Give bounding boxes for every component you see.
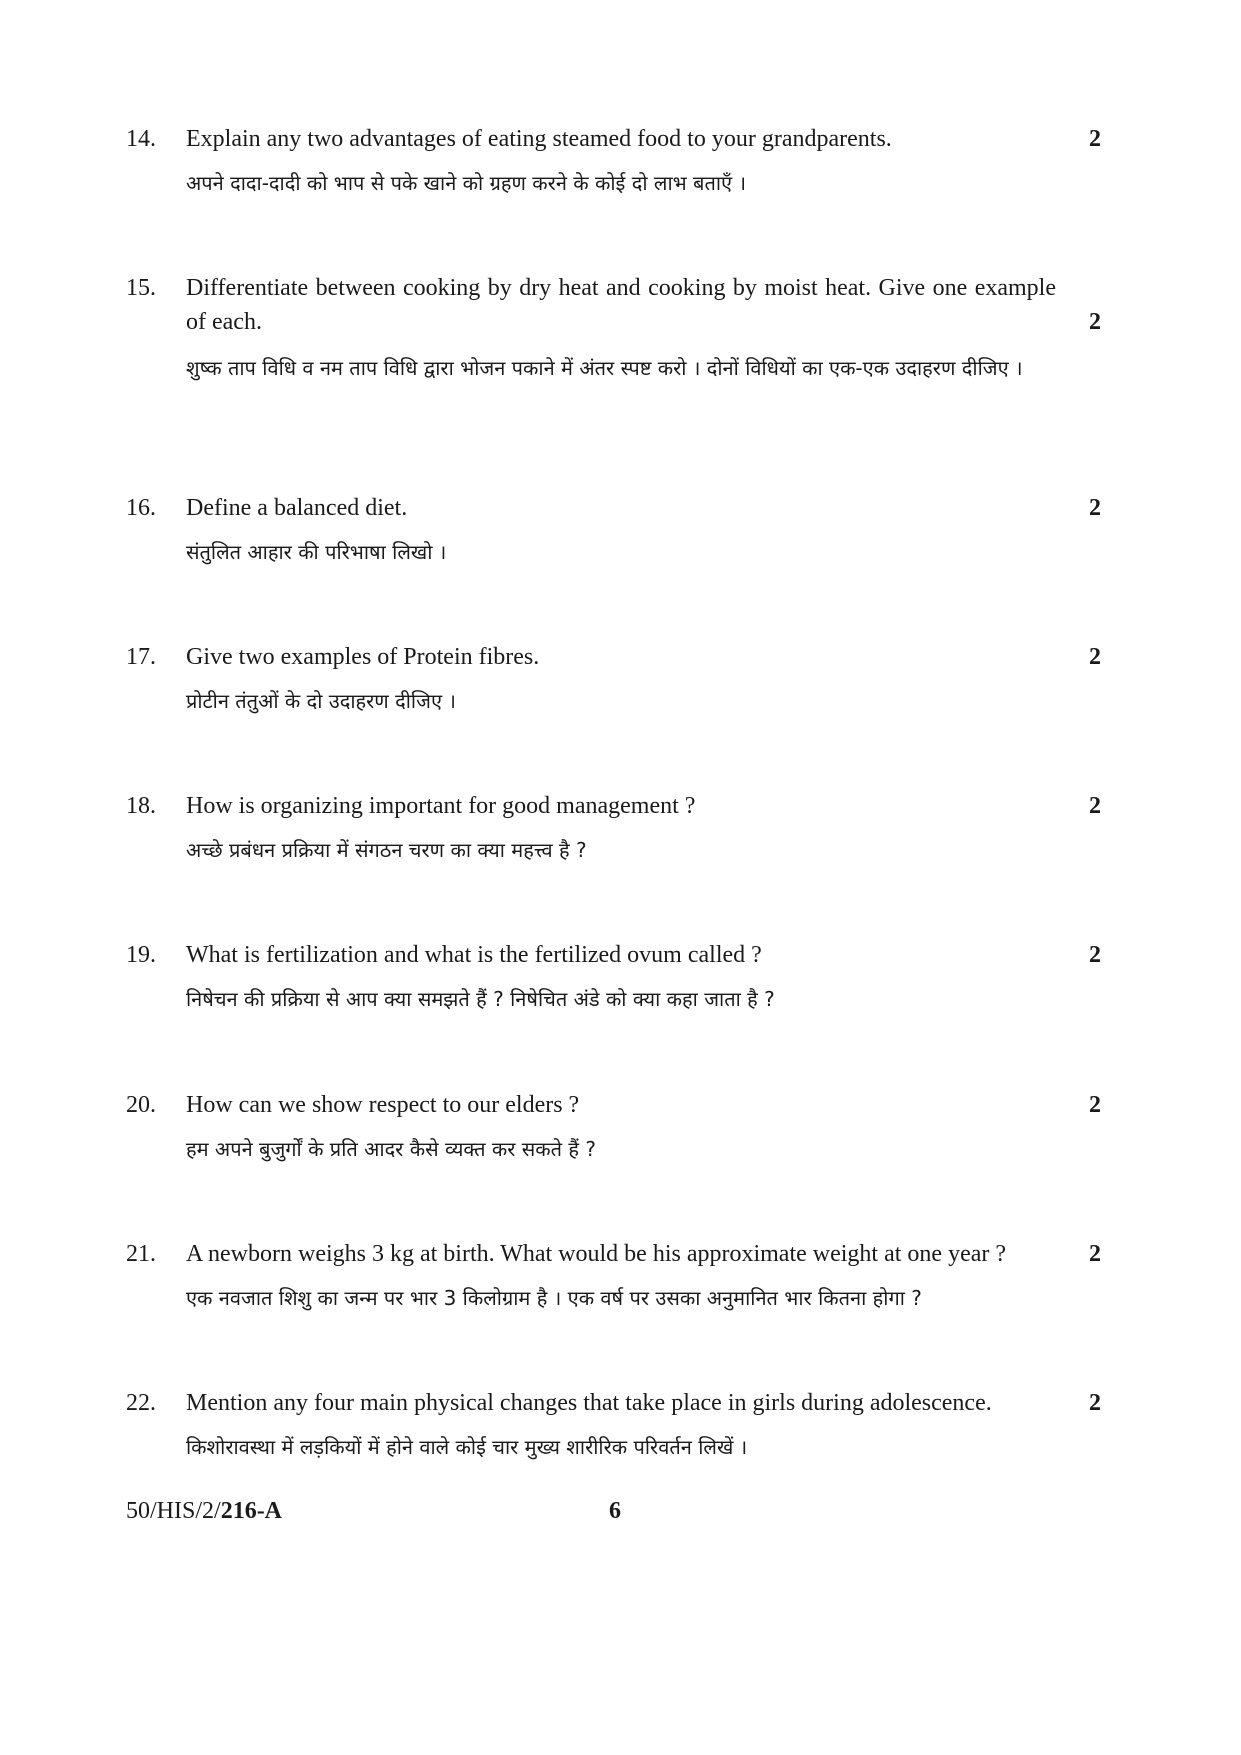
question-marks: 2 — [1089, 309, 1101, 335]
question-text-english: A newborn weighs 3 kg at birth. What would be his approximate weight at one year ? — [186, 1241, 1007, 1267]
question-number: 16. — [126, 495, 156, 521]
question-text-english: Differentiate between cooking by dry heat and cooking by moist heat. Give one example of each. — [186, 275, 1056, 335]
question-number: 17. — [126, 644, 156, 670]
paper-code-prefix: 50/HIS/2/ — [126, 1498, 221, 1524]
question-text-hindi: निषेचन की प्रक्रिया से आप क्या समझते हैं ? निषेचित अंडे को क्या कहा जाता है ? — [186, 987, 775, 1011]
question-text-hindi: प्रोटीन तंतुओं के दो उदाहरण दीजिए । — [186, 689, 456, 713]
question-number: 21. — [126, 1241, 156, 1267]
question-number: 22. — [126, 1390, 156, 1416]
question-number: 20. — [126, 1092, 156, 1118]
question-number: 19. — [126, 942, 156, 968]
question-marks: 2 — [1089, 495, 1101, 521]
question-text-hindi: अपने दादा-दादी को भाप से पके खाने को ग्रहण करने के कोई दो लाभ बताएँ । — [186, 171, 747, 195]
question-marks: 2 — [1089, 644, 1101, 670]
question-marks: 2 — [1089, 1390, 1101, 1416]
paper-code-suffix: 216-A — [220, 1498, 283, 1524]
question-text-hindi: संतुलित आहार की परिभाषा लिखो । — [186, 540, 447, 564]
question-text-english: How is organizing important for good management ? — [186, 793, 696, 819]
question-text-english: Explain any two advantages of eating steamed food to your grandparents. — [186, 126, 892, 152]
page-number: 6 — [609, 1498, 621, 1524]
question-number: 14. — [126, 126, 156, 152]
question-text-hindi: अच्छे प्रबंधन प्रक्रिया में संगठन चरण का क्या महत्त्व है ? — [186, 838, 587, 862]
question-text-english: Mention any four main physical changes that take place in girls during adolescence. — [186, 1390, 992, 1416]
question-text-hindi: शुष्क ताप विधि व नम ताप विधि द्वारा भोजन पकाने में अंतर स्पष्ट करो । दोनों विधियों का एक-एक उदाहरण दीजिए । — [186, 356, 1023, 380]
question-text-hindi: हम अपने बुजुर्गों के प्रति आदर कैसे व्यक्त कर सकते हैं ? — [186, 1137, 597, 1161]
question-text-english: Give two examples of Protein fibres. — [186, 644, 540, 670]
question-text-hindi: किशोरावस्था में लड़कियों में होने वाले कोई चार मुख्य शारीरिक परिवर्तन लिखें । — [186, 1435, 748, 1459]
question-text-english: How can we show respect to our elders ? — [186, 1092, 580, 1118]
question-marks: 2 — [1089, 793, 1101, 819]
question-marks: 2 — [1089, 942, 1101, 968]
paper-code — [126, 1494, 282, 1528]
question-text-english: What is fertilization and what is the fertilized ovum called ? — [186, 942, 762, 968]
question-marks: 2 — [1089, 1092, 1101, 1118]
question-marks: 2 — [1089, 126, 1101, 152]
question-marks: 2 — [1089, 1241, 1101, 1267]
question-number: 15. — [126, 275, 156, 301]
question-text-hindi: एक नवजात शिशु का जन्म पर भार 3 किलोग्राम है । एक वर्ष पर उसका अनुमानित भार कितना होगा ? — [186, 1286, 922, 1310]
question-number: 18. — [126, 793, 156, 819]
question-text-english: Define a balanced diet. — [186, 495, 408, 521]
